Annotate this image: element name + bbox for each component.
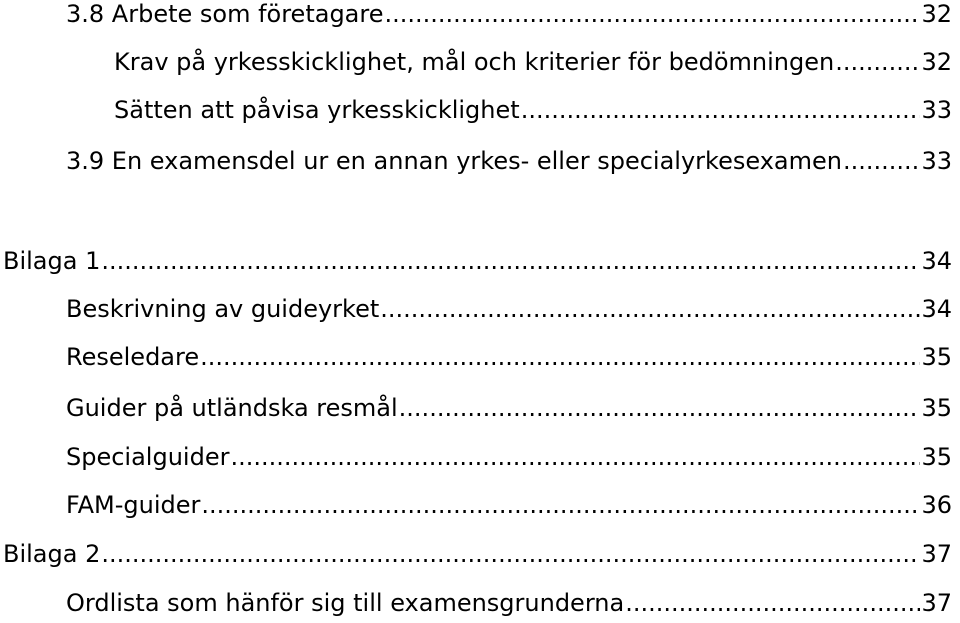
toc-entry-page: 36: [921, 491, 952, 519]
toc-entry[interactable]: [66, 341, 952, 373]
toc-entry-title: Specialguider: [66, 443, 230, 471]
toc-entry-title: Guider på utländska resmål: [66, 394, 398, 422]
toc-entry[interactable]: [114, 94, 952, 126]
toc-dot-leader: [625, 587, 920, 619]
toc-entry-title: 3.8 Arbete som företagare: [66, 0, 384, 28]
toc-dot-leader: [101, 245, 920, 277]
toc-dot-leader: [835, 46, 920, 78]
toc-entry-page: 35: [921, 343, 952, 371]
toc-entry[interactable]: [66, 0, 952, 30]
toc-entry[interactable]: [66, 392, 952, 424]
toc-entry-page: 33: [921, 147, 952, 175]
toc-entry-page: 32: [921, 48, 952, 76]
toc-entry-title: 3.9 En examensdel ur en annan yrkes- eller specialyrkesexamen: [66, 147, 842, 175]
toc-entry[interactable]: [3, 245, 952, 277]
toc-entry-page: 35: [921, 394, 952, 422]
toc-entry-title: Bilaga 1: [3, 247, 101, 275]
toc-entry-title: Bilaga 2: [3, 540, 101, 568]
toc-entry-page: 33: [921, 96, 952, 124]
toc-entry[interactable]: [66, 489, 952, 521]
toc-entry[interactable]: [3, 538, 952, 570]
toc-entry-page: 34: [921, 295, 952, 323]
toc-entry[interactable]: [66, 293, 952, 325]
toc-entry[interactable]: [66, 587, 952, 619]
toc-dot-leader: [201, 489, 920, 521]
toc-entry-title: Ordlista som hänför sig till examensgrunderna: [66, 589, 625, 617]
toc-entry-title: FAM-guider: [66, 491, 201, 519]
toc-entry-title: Reseledare: [66, 343, 200, 371]
toc-dot-leader: [521, 94, 921, 126]
toc-entry-page: 37: [921, 540, 952, 568]
toc-dot-leader: [101, 538, 920, 570]
toc-entry-page: 37: [921, 589, 952, 617]
toc-dot-leader: [384, 0, 920, 30]
toc-dot-leader: [230, 441, 920, 473]
toc-entry[interactable]: [114, 46, 952, 78]
toc-entry-title: Beskrivning av guideyrket: [66, 295, 380, 323]
toc-dot-leader: [843, 145, 920, 177]
toc-entry-title: Krav på yrkesskicklighet, mål och kriterier för bedömningen: [114, 48, 835, 76]
toc-entry-page: 32: [921, 0, 952, 28]
toc-dot-leader: [200, 341, 920, 373]
toc-entry-page: 35: [921, 443, 952, 471]
toc-entry[interactable]: [66, 145, 952, 177]
toc-entry-title: Sätten att påvisa yrkesskicklighet: [114, 96, 520, 124]
toc-dot-leader: [380, 293, 920, 325]
toc-entry[interactable]: [66, 441, 952, 473]
toc-dot-leader: [399, 392, 921, 424]
toc-entry-page: 34: [921, 247, 952, 275]
